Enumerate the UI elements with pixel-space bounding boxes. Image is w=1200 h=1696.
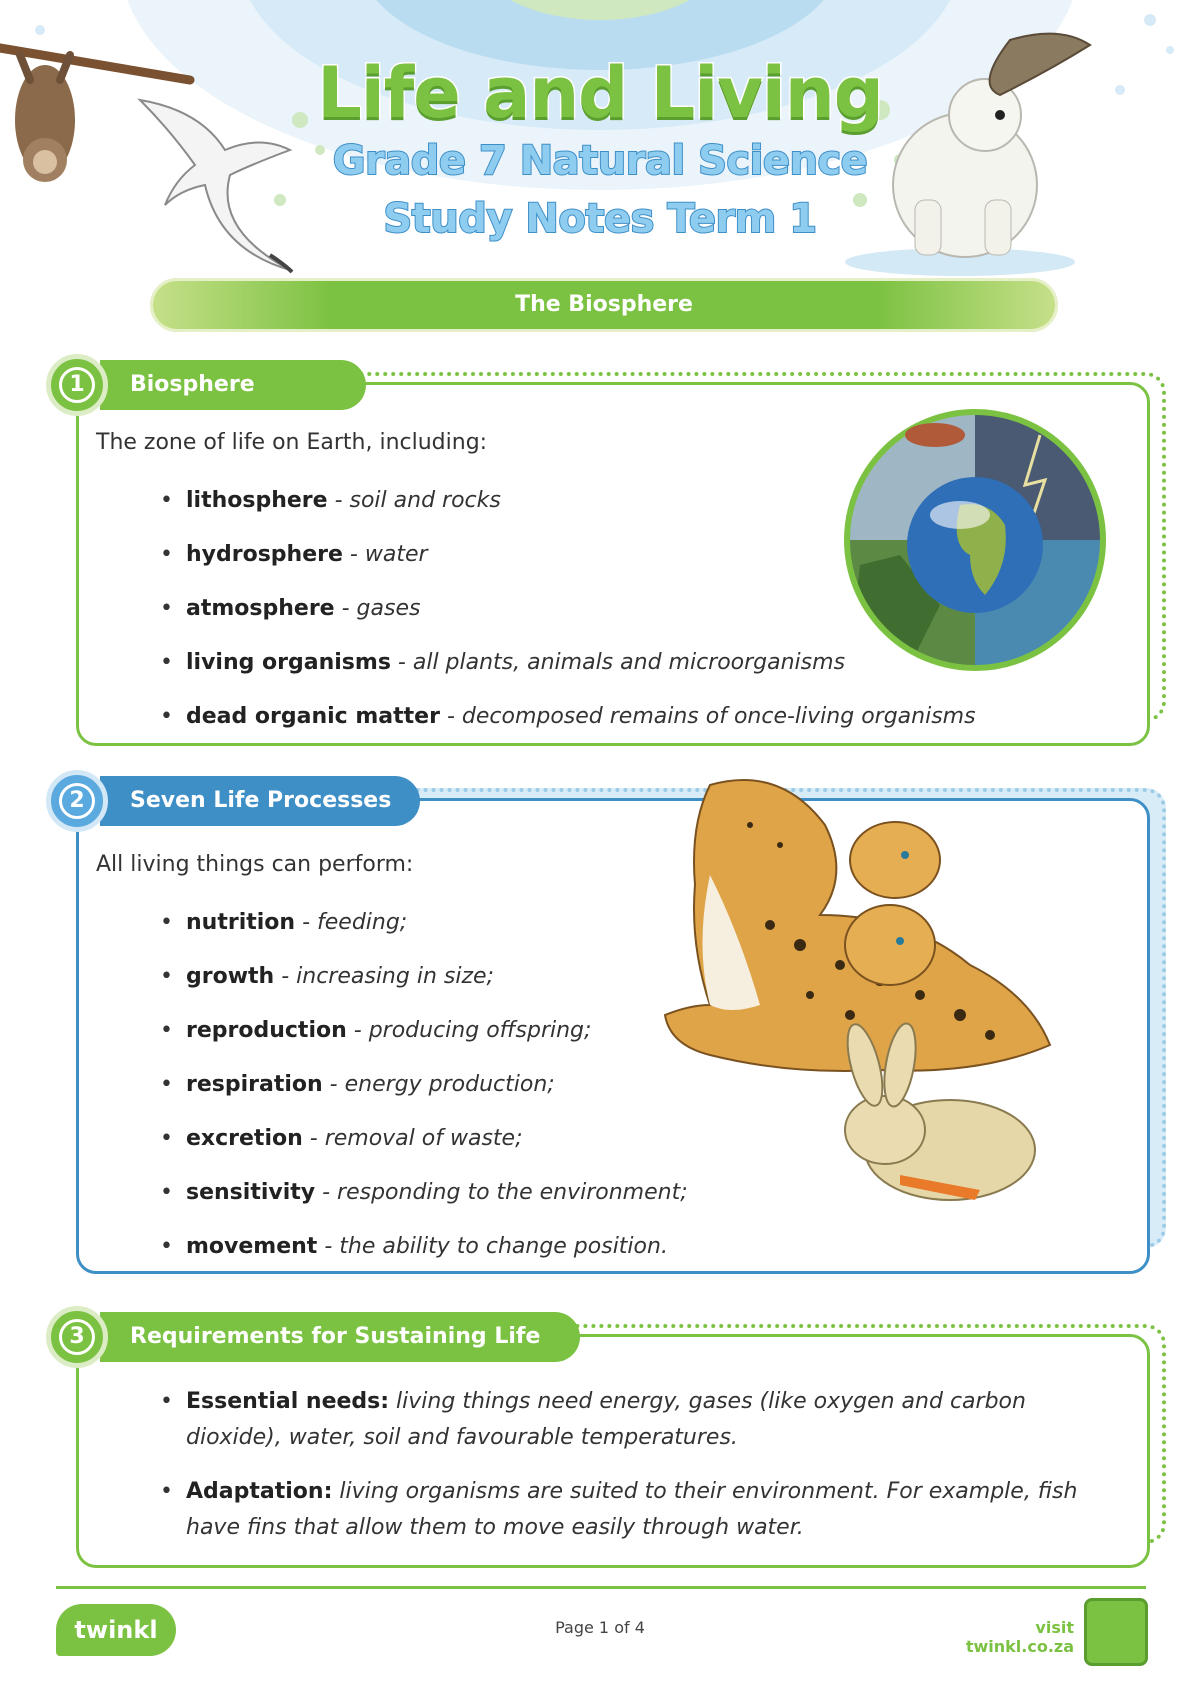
visit-link[interactable]: visit twinkl.co.za [965,1618,1074,1656]
list-item: • dead organic matter - decomposed remains of once-living organisms [160,704,976,729]
section-1-intro: The zone of life on Earth, including: [96,430,488,455]
section-2-intro: All living things can perform: [96,852,414,877]
section-3-list [160,1384,1100,1564]
section-2-heading: Seven Life Processes [100,776,420,826]
list-item: • sensitivity - responding to the environment; [160,1180,688,1205]
page-subtitle-line1: Grade 7 Natural Science [332,138,868,184]
leopard-and-rabbit-illustration [650,765,1120,1230]
section-1-number: 1 [59,367,95,403]
section-1-number-badge [46,354,108,416]
list-item: • hydrosphere - water [160,542,428,567]
footer-divider [56,1586,1146,1589]
section-1-heading: Biosphere [100,360,366,410]
page-title: Life and Living [317,52,883,134]
list-item: • atmosphere - gases [160,596,421,621]
section-banner: The Biosphere [150,278,1058,332]
list-item: • reproduction - producing offspring; [160,1018,592,1043]
twinkl-logo[interactable]: twinkl [56,1604,176,1656]
list-item: • respiration - energy production; [160,1072,555,1097]
list-item: • lithosphere - soil and rocks [160,488,501,513]
section-2-list [160,908,688,1286]
list-item: • living organisms - all plants, animals and microorganisms [160,650,846,675]
section-3-number: 3 [59,1319,95,1355]
list-item: • Essential needs: living things need energy, gases (like oxygen and carbon dioxide), water, soil and favourable temperatures. [160,1389,1026,1450]
section-3-heading: Requirements for Sustaining Life [100,1312,580,1362]
list-item: • nutrition - feeding; [160,910,408,935]
earth-spheres-image [840,405,1110,675]
page-number: Page 1 of 4 [555,1618,645,1637]
quality-seal-icon [1084,1598,1148,1666]
list-item: • excretion - removal of waste; [160,1126,523,1151]
list-item: • Adaptation: living organisms are suited to their environment. For example, fish have fins that allow them to move easily through water. [160,1479,1078,1540]
section-2-number-badge [46,770,108,832]
list-item: • growth - increasing in size; [160,964,494,989]
section-3-number-badge [46,1306,108,1368]
section-2-number: 2 [59,783,95,819]
page-subtitle-line2: Study Notes Term 1 [383,196,817,242]
list-item: • movement - the ability to change position. [160,1234,668,1259]
